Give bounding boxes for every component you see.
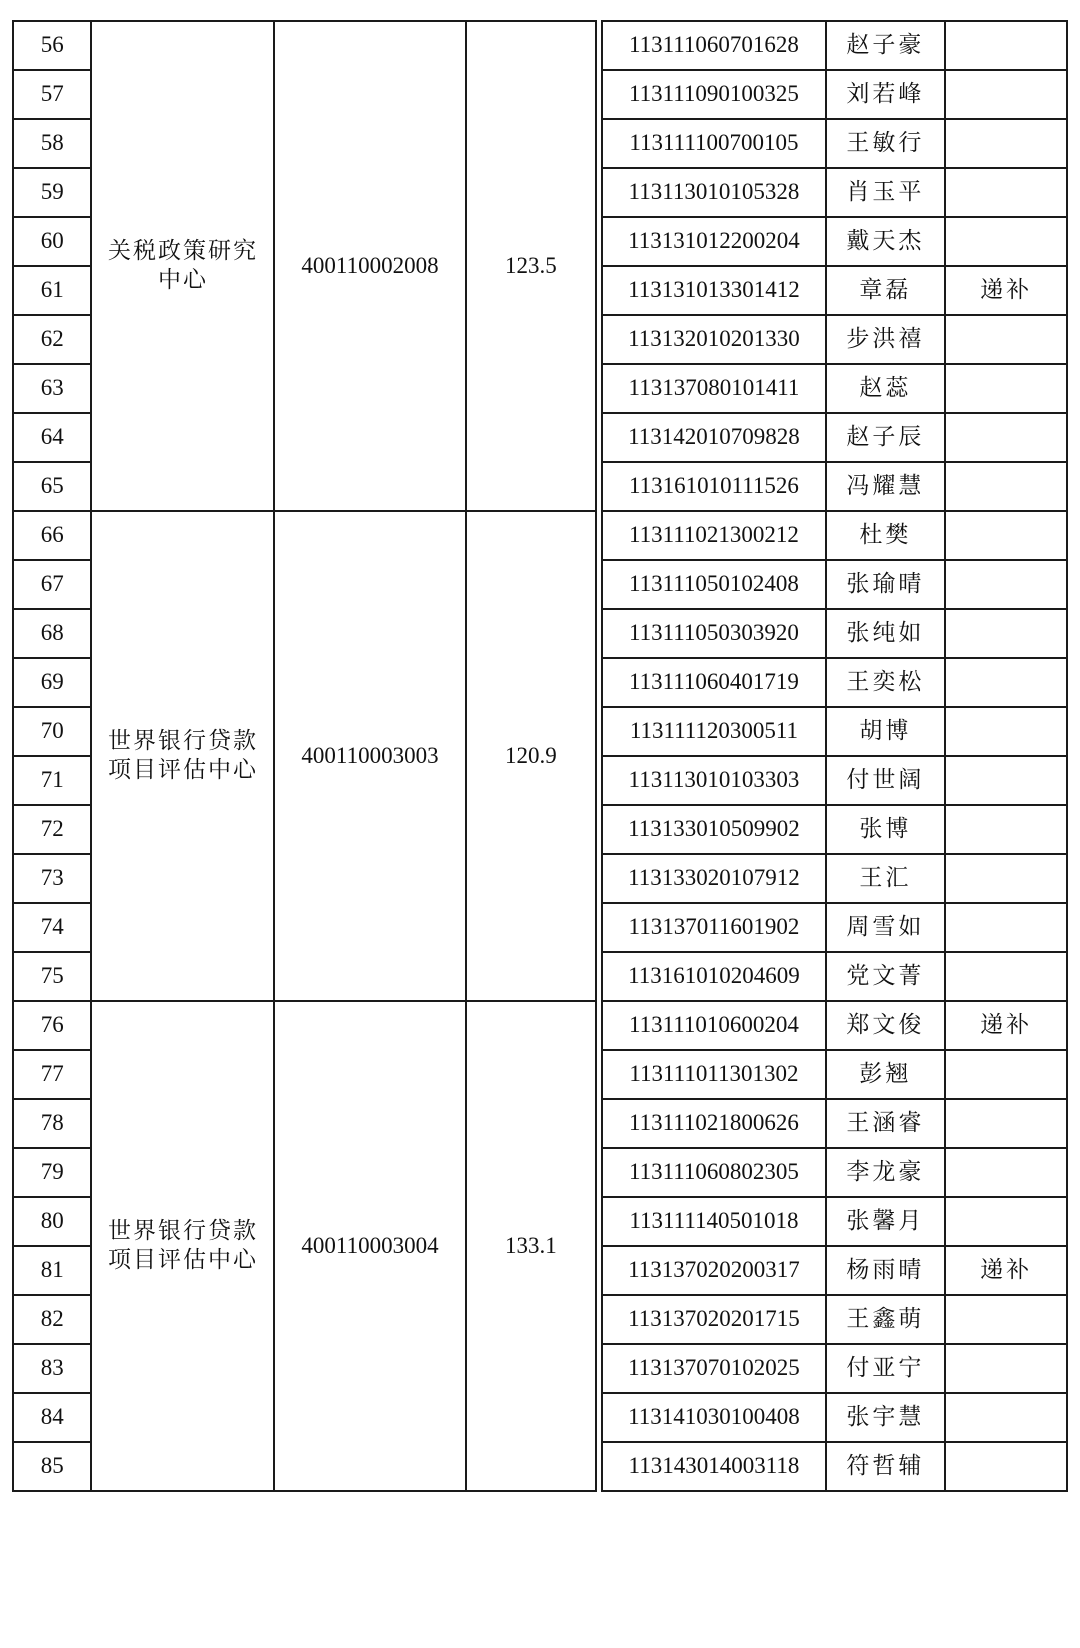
exam-id-cell: 113113010103303 bbox=[602, 756, 825, 805]
seq-cell: 58 bbox=[13, 119, 91, 168]
name-cell: 王敏行 bbox=[826, 119, 946, 168]
seq-cell: 71 bbox=[13, 756, 91, 805]
exam-id-cell: 113142010709828 bbox=[602, 413, 825, 462]
exam-id-cell: 113133010509902 bbox=[602, 805, 825, 854]
seq-cell: 80 bbox=[13, 1197, 91, 1246]
seq-cell: 70 bbox=[13, 707, 91, 756]
exam-id-cell: 113111060802305 bbox=[602, 1148, 825, 1197]
exam-id-cell: 113137080101411 bbox=[602, 364, 825, 413]
seq-cell: 60 bbox=[13, 217, 91, 266]
name-cell: 张纯如 bbox=[826, 609, 946, 658]
note-cell bbox=[945, 364, 1067, 413]
exam-id-cell: 113111010600204 bbox=[602, 1001, 825, 1050]
exam-id-cell: 113133020107912 bbox=[602, 854, 825, 903]
note-cell bbox=[945, 1197, 1067, 1246]
note-cell bbox=[945, 707, 1067, 756]
name-cell: 张博 bbox=[826, 805, 946, 854]
seq-cell: 57 bbox=[13, 70, 91, 119]
note-cell bbox=[945, 609, 1067, 658]
table-row bbox=[13, 1001, 1067, 1050]
exam-id-cell: 113161010111526 bbox=[602, 462, 825, 511]
exam-id-cell: 113131013301412 bbox=[602, 266, 825, 315]
seq-cell: 77 bbox=[13, 1050, 91, 1099]
note-cell: 递补 bbox=[945, 266, 1067, 315]
name-cell: 付世阔 bbox=[826, 756, 946, 805]
note-cell bbox=[945, 1148, 1067, 1197]
position-code-cell: 400110002008 bbox=[274, 21, 465, 511]
table-row bbox=[13, 21, 1067, 70]
roster-table bbox=[12, 20, 1068, 1492]
name-cell: 冯耀慧 bbox=[826, 462, 946, 511]
name-cell: 杨雨晴 bbox=[826, 1246, 946, 1295]
seq-cell: 59 bbox=[13, 168, 91, 217]
note-cell: 递补 bbox=[945, 1246, 1067, 1295]
exam-id-cell: 113111090100325 bbox=[602, 70, 825, 119]
name-cell: 赵子豪 bbox=[826, 21, 946, 70]
name-cell: 张馨月 bbox=[826, 1197, 946, 1246]
seq-cell: 78 bbox=[13, 1099, 91, 1148]
unit-cell: 世界银行贷款项目评估中心 bbox=[91, 511, 274, 1001]
note-cell: 递补 bbox=[945, 1001, 1067, 1050]
note-cell bbox=[945, 70, 1067, 119]
exam-id-cell: 113137020200317 bbox=[602, 1246, 825, 1295]
seq-cell: 65 bbox=[13, 462, 91, 511]
seq-cell: 64 bbox=[13, 413, 91, 462]
exam-id-cell: 113131012200204 bbox=[602, 217, 825, 266]
note-cell bbox=[945, 560, 1067, 609]
seq-cell: 84 bbox=[13, 1393, 91, 1442]
exam-id-cell: 113111120300511 bbox=[602, 707, 825, 756]
note-cell bbox=[945, 1344, 1067, 1393]
exam-id-cell: 113137020201715 bbox=[602, 1295, 825, 1344]
exam-id-cell: 113113010105328 bbox=[602, 168, 825, 217]
exam-id-cell: 113111060701628 bbox=[602, 21, 825, 70]
name-cell: 周雪如 bbox=[826, 903, 946, 952]
seq-cell: 73 bbox=[13, 854, 91, 903]
seq-cell: 67 bbox=[13, 560, 91, 609]
seq-cell: 66 bbox=[13, 511, 91, 560]
exam-id-cell: 113111021300212 bbox=[602, 511, 825, 560]
unit-cell: 世界银行贷款项目评估中心 bbox=[91, 1001, 274, 1491]
note-cell bbox=[945, 217, 1067, 266]
note-cell bbox=[945, 119, 1067, 168]
seq-cell: 79 bbox=[13, 1148, 91, 1197]
note-cell bbox=[945, 805, 1067, 854]
seq-cell: 82 bbox=[13, 1295, 91, 1344]
note-cell bbox=[945, 1442, 1067, 1491]
exam-id-cell: 113111050102408 bbox=[602, 560, 825, 609]
name-cell: 赵子辰 bbox=[826, 413, 946, 462]
note-cell bbox=[945, 511, 1067, 560]
name-cell: 郑文俊 bbox=[826, 1001, 946, 1050]
note-cell bbox=[945, 952, 1067, 1001]
name-cell: 王涵睿 bbox=[826, 1099, 946, 1148]
exam-id-cell: 113111011301302 bbox=[602, 1050, 825, 1099]
name-cell: 刘若峰 bbox=[826, 70, 946, 119]
exam-id-cell: 113111140501018 bbox=[602, 1197, 825, 1246]
note-cell bbox=[945, 168, 1067, 217]
exam-id-cell: 113111060401719 bbox=[602, 658, 825, 707]
name-cell: 党文菁 bbox=[826, 952, 946, 1001]
note-cell bbox=[945, 1099, 1067, 1148]
name-cell: 王汇 bbox=[826, 854, 946, 903]
exam-id-cell: 113137011601902 bbox=[602, 903, 825, 952]
seq-cell: 56 bbox=[13, 21, 91, 70]
roster-body bbox=[13, 21, 1067, 1491]
name-cell: 张宇慧 bbox=[826, 1393, 946, 1442]
name-cell: 王奕松 bbox=[826, 658, 946, 707]
seq-cell: 61 bbox=[13, 266, 91, 315]
seq-cell: 69 bbox=[13, 658, 91, 707]
name-cell: 彭翘 bbox=[826, 1050, 946, 1099]
name-cell: 张瑜晴 bbox=[826, 560, 946, 609]
name-cell: 符哲辅 bbox=[826, 1442, 946, 1491]
seq-cell: 72 bbox=[13, 805, 91, 854]
seq-cell: 63 bbox=[13, 364, 91, 413]
seq-cell: 76 bbox=[13, 1001, 91, 1050]
name-cell: 步洪禧 bbox=[826, 315, 946, 364]
note-cell bbox=[945, 658, 1067, 707]
seq-cell: 74 bbox=[13, 903, 91, 952]
name-cell: 戴天杰 bbox=[826, 217, 946, 266]
score-cell: 120.9 bbox=[466, 511, 597, 1001]
name-cell: 肖玉平 bbox=[826, 168, 946, 217]
score-cell: 123.5 bbox=[466, 21, 597, 511]
note-cell bbox=[945, 1393, 1067, 1442]
seq-cell: 68 bbox=[13, 609, 91, 658]
note-cell bbox=[945, 413, 1067, 462]
exam-id-cell: 113132010201330 bbox=[602, 315, 825, 364]
seq-cell: 83 bbox=[13, 1344, 91, 1393]
note-cell bbox=[945, 315, 1067, 364]
unit-cell: 关税政策研究中心 bbox=[91, 21, 274, 511]
name-cell: 付亚宁 bbox=[826, 1344, 946, 1393]
note-cell bbox=[945, 903, 1067, 952]
note-cell bbox=[945, 854, 1067, 903]
seq-cell: 81 bbox=[13, 1246, 91, 1295]
name-cell: 王鑫萌 bbox=[826, 1295, 946, 1344]
score-cell: 133.1 bbox=[466, 1001, 597, 1491]
note-cell bbox=[945, 756, 1067, 805]
seq-cell: 75 bbox=[13, 952, 91, 1001]
exam-id-cell: 113137070102025 bbox=[602, 1344, 825, 1393]
note-cell bbox=[945, 1295, 1067, 1344]
exam-id-cell: 113143014003118 bbox=[602, 1442, 825, 1491]
name-cell: 赵蕊 bbox=[826, 364, 946, 413]
exam-id-cell: 113161010204609 bbox=[602, 952, 825, 1001]
name-cell: 杜樊 bbox=[826, 511, 946, 560]
note-cell bbox=[945, 462, 1067, 511]
name-cell: 李龙豪 bbox=[826, 1148, 946, 1197]
position-code-cell: 400110003004 bbox=[274, 1001, 465, 1491]
note-cell bbox=[945, 1050, 1067, 1099]
name-cell: 章磊 bbox=[826, 266, 946, 315]
exam-id-cell: 113111021800626 bbox=[602, 1099, 825, 1148]
table-row bbox=[13, 511, 1067, 560]
exam-id-cell: 113111100700105 bbox=[602, 119, 825, 168]
position-code-cell: 400110003003 bbox=[274, 511, 465, 1001]
note-cell bbox=[945, 21, 1067, 70]
exam-id-cell: 113111050303920 bbox=[602, 609, 825, 658]
seq-cell: 62 bbox=[13, 315, 91, 364]
exam-id-cell: 113141030100408 bbox=[602, 1393, 825, 1442]
name-cell: 胡博 bbox=[826, 707, 946, 756]
seq-cell: 85 bbox=[13, 1442, 91, 1491]
